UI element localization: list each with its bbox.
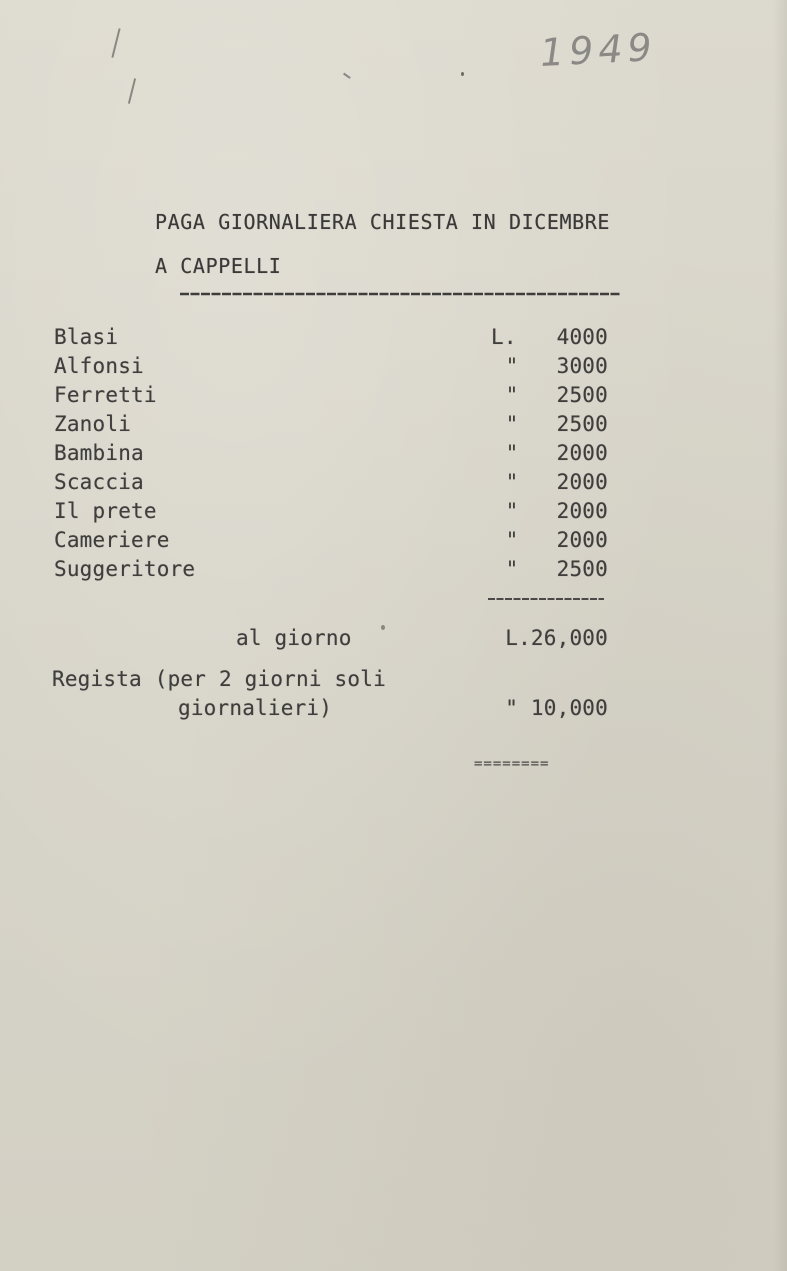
entry-amount: 4000 xyxy=(556,325,608,349)
document-title-line2: A CAPPELLI xyxy=(155,254,282,278)
regista-value: " 10,000 xyxy=(505,696,608,720)
document-title-line1: PAGA GIORNALIERA CHIESTA IN DICEMBRE xyxy=(155,210,611,234)
handwritten-year: 1949 xyxy=(538,24,658,76)
ditto-mark: " xyxy=(505,412,519,436)
pencil-stroke xyxy=(128,78,136,104)
entry-name: Ferretti xyxy=(54,383,157,407)
entry-name: Bambina xyxy=(54,441,144,465)
entry-amount: 2500 xyxy=(556,412,608,436)
total-label: al giorno xyxy=(236,626,352,650)
closing-double-rule: ======== xyxy=(474,756,550,772)
regista-label-line2: giornalieri) xyxy=(178,696,333,720)
entry-amount: 2000 xyxy=(556,470,608,494)
sum-rule xyxy=(488,596,606,602)
ditto-mark: " xyxy=(505,499,519,523)
pencil-stroke xyxy=(343,73,350,79)
ditto-mark: " xyxy=(505,528,519,552)
paper-speck xyxy=(461,72,464,76)
entry-amount: 2500 xyxy=(556,557,608,581)
entry-amount: 2000 xyxy=(556,499,608,523)
entry-amount: 2500 xyxy=(556,383,608,407)
regista-label-line1: Regista (per 2 giorni soli xyxy=(52,667,386,691)
entry-name: Blasi xyxy=(54,325,119,349)
ditto-mark: " xyxy=(505,354,519,378)
ditto-mark: " xyxy=(505,557,519,581)
entry-name: Scaccia xyxy=(54,470,144,494)
entry-amount: 2000 xyxy=(556,441,608,465)
entry-amount: 3000 xyxy=(556,354,608,378)
entry-name: Cameriere xyxy=(54,528,170,552)
entry-name: Il prete xyxy=(54,499,157,523)
ditto-mark: " xyxy=(505,441,519,465)
paper-speck xyxy=(381,625,385,630)
ditto-mark: " xyxy=(505,470,519,494)
pencil-stroke xyxy=(111,28,120,57)
total-value: L.26,000 xyxy=(505,626,608,650)
entry-currency: L. xyxy=(491,325,517,349)
entry-name: Zanoli xyxy=(54,412,132,436)
ditto-mark: " xyxy=(505,383,519,407)
title-underline xyxy=(180,291,622,297)
entry-name: Suggeritore xyxy=(54,557,196,581)
entry-name: Alfonsi xyxy=(54,354,144,378)
entry-amount: 2000 xyxy=(556,528,608,552)
